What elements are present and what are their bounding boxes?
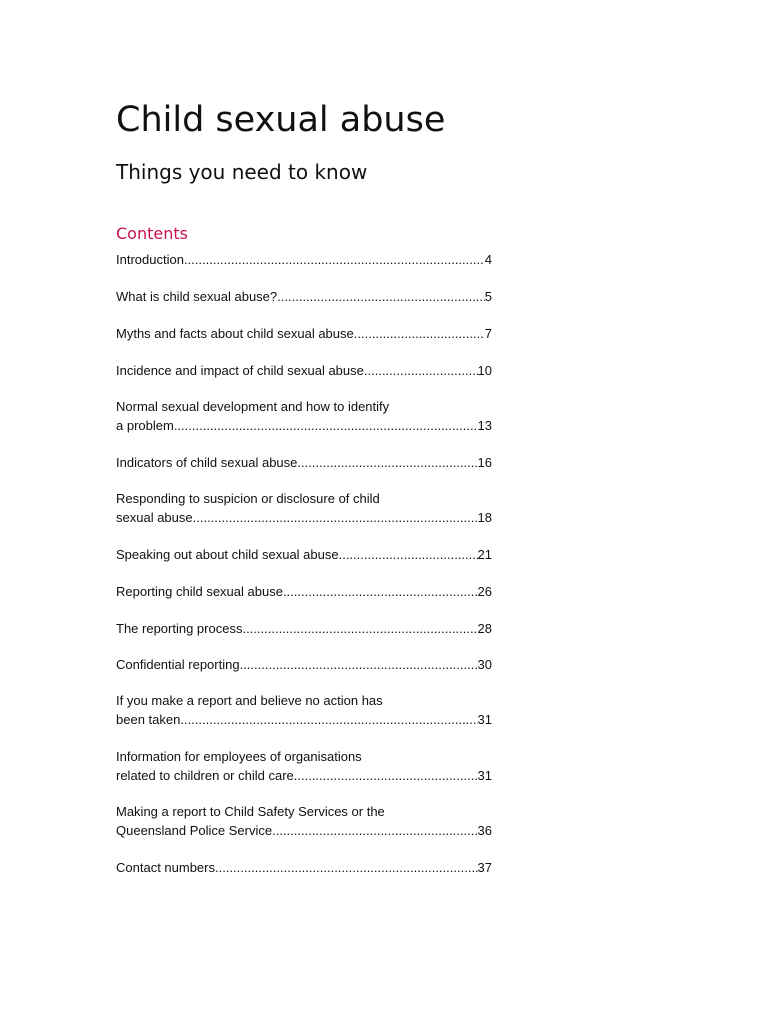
toc-dot-leader bbox=[294, 766, 478, 785]
toc-entry-text: Reporting child sexual abuse bbox=[116, 584, 283, 599]
toc-entry-text: Confidential reporting bbox=[116, 657, 240, 672]
toc-page-number: 21 bbox=[477, 547, 492, 562]
toc-entry[interactable] bbox=[116, 582, 492, 601]
toc-page-number: 37 bbox=[477, 860, 492, 875]
toc-entry-text: sexual abuse bbox=[116, 510, 193, 525]
toc-dot-leader bbox=[354, 324, 485, 343]
toc-page-number: 7 bbox=[484, 326, 492, 341]
toc-entry-text: a problem bbox=[116, 418, 174, 433]
toc-entry[interactable] bbox=[116, 397, 492, 435]
toc-page-number: 5 bbox=[484, 289, 492, 304]
toc-dot-leader bbox=[184, 250, 485, 269]
toc-dot-leader bbox=[283, 582, 478, 601]
toc-entry-text: Speaking out about child sexual abuse bbox=[116, 547, 339, 562]
toc-entry-text: Making a report to Child Safety Services or the bbox=[116, 804, 385, 819]
toc-page-number: 31 bbox=[477, 712, 492, 727]
document-subtitle: Things you need to know bbox=[116, 160, 368, 184]
toc-entry-text: If you make a report and believe no action has bbox=[116, 693, 383, 708]
toc-entry-text: been taken bbox=[116, 712, 181, 727]
toc-page-number: 13 bbox=[477, 418, 492, 433]
toc-entry[interactable] bbox=[116, 619, 492, 638]
toc-dot-leader bbox=[364, 361, 478, 380]
toc-entry-text: related to children or child care bbox=[116, 768, 294, 783]
toc-entry[interactable] bbox=[116, 858, 492, 877]
toc-entry[interactable] bbox=[116, 802, 492, 840]
toc-entry[interactable] bbox=[116, 324, 492, 343]
toc-dot-leader bbox=[174, 416, 478, 435]
toc-dot-leader bbox=[272, 821, 477, 840]
toc-entry[interactable] bbox=[116, 545, 492, 564]
toc-page-number: 28 bbox=[477, 621, 492, 636]
toc-page-number: 18 bbox=[477, 510, 492, 525]
toc-entry[interactable] bbox=[116, 453, 492, 472]
toc-entry-text: What is child sexual abuse? bbox=[116, 289, 278, 304]
toc-dot-leader bbox=[297, 453, 477, 472]
toc-entry-text: Myths and facts about child sexual abuse bbox=[116, 326, 354, 341]
toc-entry[interactable] bbox=[116, 655, 492, 674]
toc-entry-text: Introduction bbox=[116, 252, 184, 267]
toc-dot-leader bbox=[240, 655, 478, 674]
toc-page-number: 4 bbox=[484, 252, 492, 267]
toc-entry-text: The reporting process bbox=[116, 621, 243, 636]
toc-entry[interactable] bbox=[116, 691, 492, 729]
toc-dot-leader bbox=[339, 545, 478, 564]
toc-entry-text: Responding to suspicion or disclosure of child bbox=[116, 491, 380, 506]
toc-page-number: 10 bbox=[477, 363, 492, 378]
toc-entry-text: Information for employees of organisations bbox=[116, 749, 362, 764]
toc-page-number: 30 bbox=[477, 657, 492, 672]
toc-page-number: 16 bbox=[477, 455, 492, 470]
toc-dot-leader bbox=[180, 710, 477, 729]
toc-page-number: 36 bbox=[477, 823, 492, 838]
toc-dot-leader bbox=[193, 508, 478, 527]
toc-page-number: 31 bbox=[477, 768, 492, 783]
toc-entry[interactable] bbox=[116, 489, 492, 527]
toc-dot-leader bbox=[277, 287, 485, 306]
toc-entry[interactable] bbox=[116, 361, 492, 380]
toc-entry-text: Queensland Police Service bbox=[116, 823, 273, 838]
toc-entry-text: Contact numbers bbox=[116, 860, 215, 875]
toc-entry[interactable] bbox=[116, 747, 492, 785]
toc-entry-text: Incidence and impact of child sexual abuse bbox=[116, 363, 364, 378]
toc-dot-leader bbox=[242, 619, 477, 638]
toc-entry-text: Normal sexual development and how to identify bbox=[116, 399, 390, 414]
toc-dot-leader bbox=[215, 858, 478, 877]
contents-heading: Contents bbox=[116, 224, 188, 243]
toc-entry[interactable] bbox=[116, 250, 492, 269]
document-title: Child sexual abuse bbox=[116, 100, 446, 140]
toc-entry[interactable] bbox=[116, 287, 492, 306]
toc-entry-text: Indicators of child sexual abuse bbox=[116, 455, 298, 470]
toc-page-number: 26 bbox=[477, 584, 492, 599]
